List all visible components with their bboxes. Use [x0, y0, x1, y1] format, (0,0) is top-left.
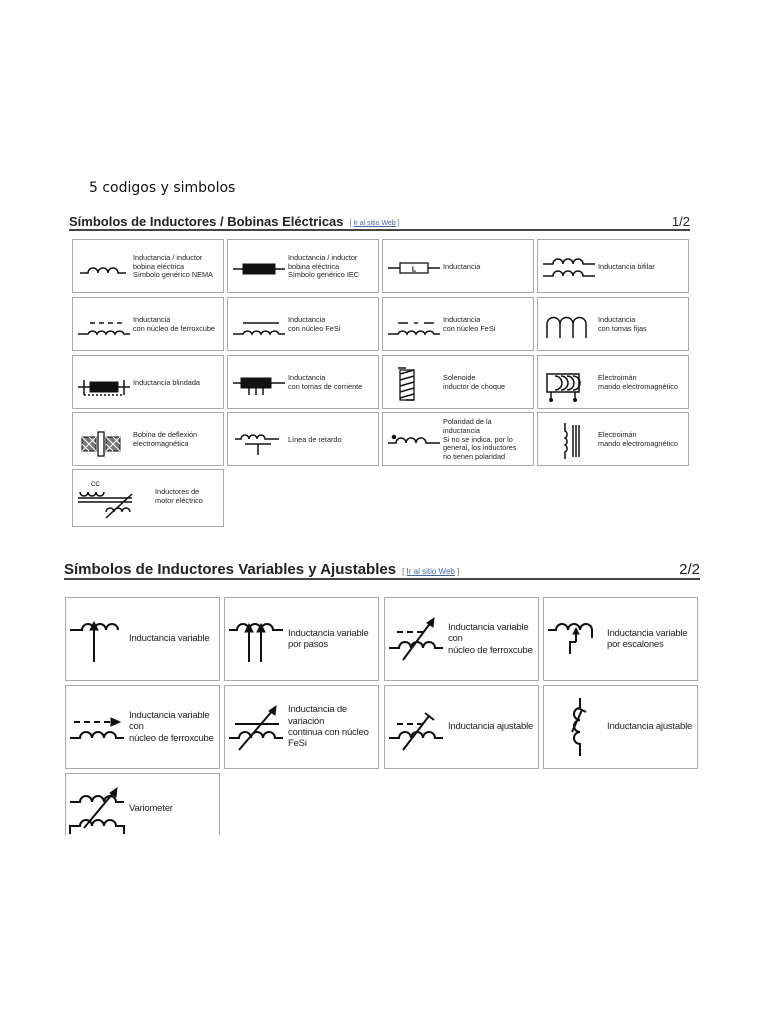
symbol-label: Variometer — [129, 803, 173, 815]
motor-inductor-cc-label: CC — [91, 482, 100, 488]
symbol-label: Polaridad de la inductancia Si no se indica, por lo general, los inductores no tienen polaridad — [443, 417, 517, 462]
symbol-label: Electroimán mando electromagnético — [598, 430, 678, 448]
symbol-cell — [72, 239, 224, 293]
inductor-box-l-icon — [386, 246, 442, 286]
adjustable-inductor-icon — [387, 696, 447, 758]
deflection-coil-icon — [76, 419, 132, 459]
symbol-label: Inductancia bifilar — [598, 261, 655, 271]
symbol-label: Inductancia con núcleo FeSi — [443, 315, 496, 333]
symbol-cell — [543, 597, 698, 681]
electromagnet-core-icon — [541, 419, 597, 459]
section1-website-link[interactable]: Ir al sitio Web — [353, 220, 396, 227]
symbol-label: Inductancia variable con núcleo de ferroxcube — [448, 621, 533, 656]
symbol-cell — [537, 412, 689, 466]
section2-link-wrap — [402, 567, 459, 576]
symbol-cell — [227, 355, 379, 409]
symbol-label: Inductancia variable por escalones — [607, 627, 688, 650]
ferroxcube-core-inductor-icon — [76, 304, 132, 344]
symbol-cell — [65, 773, 220, 835]
bifilar-inductor-icon — [541, 246, 597, 286]
continuous-variation-fesi-icon — [227, 696, 287, 758]
symbol-label: Inductores de motor eléctrico — [155, 487, 203, 505]
symbol-cell — [65, 685, 220, 769]
symbol-cell — [384, 685, 539, 769]
motor-inductor-icon — [76, 478, 132, 518]
section1-link-wrap — [350, 220, 400, 227]
symbol-cell — [382, 355, 534, 409]
symbol-label: Inductancia variable por pasos — [288, 627, 369, 650]
symbol-cell — [227, 297, 379, 351]
symbol-cell — [72, 355, 224, 409]
stepped-variable-inductor-icon — [227, 608, 287, 670]
symbol-label: Inductancia variable con núcleo de ferroxcube — [129, 709, 214, 744]
symbol-cell — [382, 412, 534, 466]
section1-page-number: 1/2 — [671, 214, 690, 229]
section1-title: Símbolos de Inductores / Bobinas Eléctricas — [69, 214, 344, 229]
section1-link-close: ] — [397, 220, 400, 227]
solenoid-icon — [386, 362, 442, 402]
variable-ferroxcube-inductor-icon — [387, 608, 447, 670]
current-tap-inductor-icon — [231, 362, 287, 402]
shielded-inductor-icon — [76, 362, 132, 402]
symbol-cell — [227, 412, 379, 466]
inductor-box-letter: L — [411, 266, 417, 274]
symbol-cell — [72, 469, 224, 527]
symbol-cell — [72, 412, 224, 466]
symbol-cell — [65, 597, 220, 681]
symbol-cell — [543, 685, 698, 769]
symbol-label: Inductancia / inductor bobina eléctrica Símbolo genérico IEC — [288, 252, 359, 280]
page-heading: 5 codigos y simbolos — [89, 180, 236, 196]
variable-inductor-icon — [68, 608, 128, 670]
section2-page-number: 2/2 — [679, 561, 700, 578]
section2-link-close: ] — [457, 567, 460, 576]
section1-link-open: [ — [349, 220, 352, 227]
symbol-cell — [224, 685, 379, 769]
symbol-label: Inductancia variable — [129, 633, 210, 645]
symbol-cell — [72, 297, 224, 351]
variometer-icon — [68, 778, 128, 840]
symbol-cell — [224, 597, 379, 681]
delay-line-icon — [231, 419, 287, 459]
tapped-inductor-icon — [541, 304, 597, 344]
section1-header — [69, 211, 690, 231]
symbol-label: Línea de retardo — [288, 434, 342, 444]
fesi-core-inductor-icon — [231, 304, 287, 344]
electromagnet-icon — [541, 362, 597, 402]
symbol-cell — [227, 239, 379, 293]
section2-link-open: [ — [402, 567, 405, 576]
symbol-label: Inductancia de variación continua con núcleo FeSi — [288, 704, 369, 750]
symbol-cell — [384, 597, 539, 681]
section2-header — [64, 557, 700, 580]
adjustable-inductor-vertical-icon — [546, 696, 606, 758]
step-variable-inductor-icon — [546, 608, 606, 670]
symbol-cell — [537, 297, 689, 351]
symbol-cell — [382, 297, 534, 351]
symbol-label: Inductancia con núcleo FeSi — [288, 315, 341, 333]
symbol-cell — [537, 355, 689, 409]
symbol-label: Inductancia ajustable — [607, 721, 693, 733]
polarity-inductor-icon — [386, 419, 442, 459]
symbol-cell — [537, 239, 689, 293]
symbol-label: Inductancia con tomas de corriente — [288, 373, 363, 391]
variable-core-arrow-inductor-icon — [68, 696, 128, 758]
symbol-label: Inductancia con tomas fijas — [598, 315, 647, 333]
symbol-label: Inductancia blindada — [133, 377, 200, 387]
inductor-iec-icon — [231, 246, 287, 286]
symbol-label: Solenoide inductor de choque — [443, 373, 506, 391]
fesi-core-inductor-alt-icon — [386, 304, 442, 344]
symbol-label: Bobina de deflexión electromagnética — [133, 430, 198, 448]
symbol-cell — [382, 239, 534, 293]
symbol-label: Inductancia con núcleo de ferroxcube — [133, 315, 215, 333]
section2-title: Símbolos de Inductores Variables y Ajustables — [64, 561, 397, 578]
symbol-label: Inductancia — [443, 261, 481, 271]
section2-website-link[interactable]: Ir al sitio Web — [406, 567, 455, 576]
symbol-label: Inductancia ajustable — [448, 721, 534, 733]
inductor-nema-icon — [76, 246, 132, 286]
symbol-label: Inductancia / inductor bobina eléctrica Símbolo genérico NEMA — [133, 252, 213, 280]
symbol-label: Electroimán mando electromagnético — [598, 373, 678, 391]
